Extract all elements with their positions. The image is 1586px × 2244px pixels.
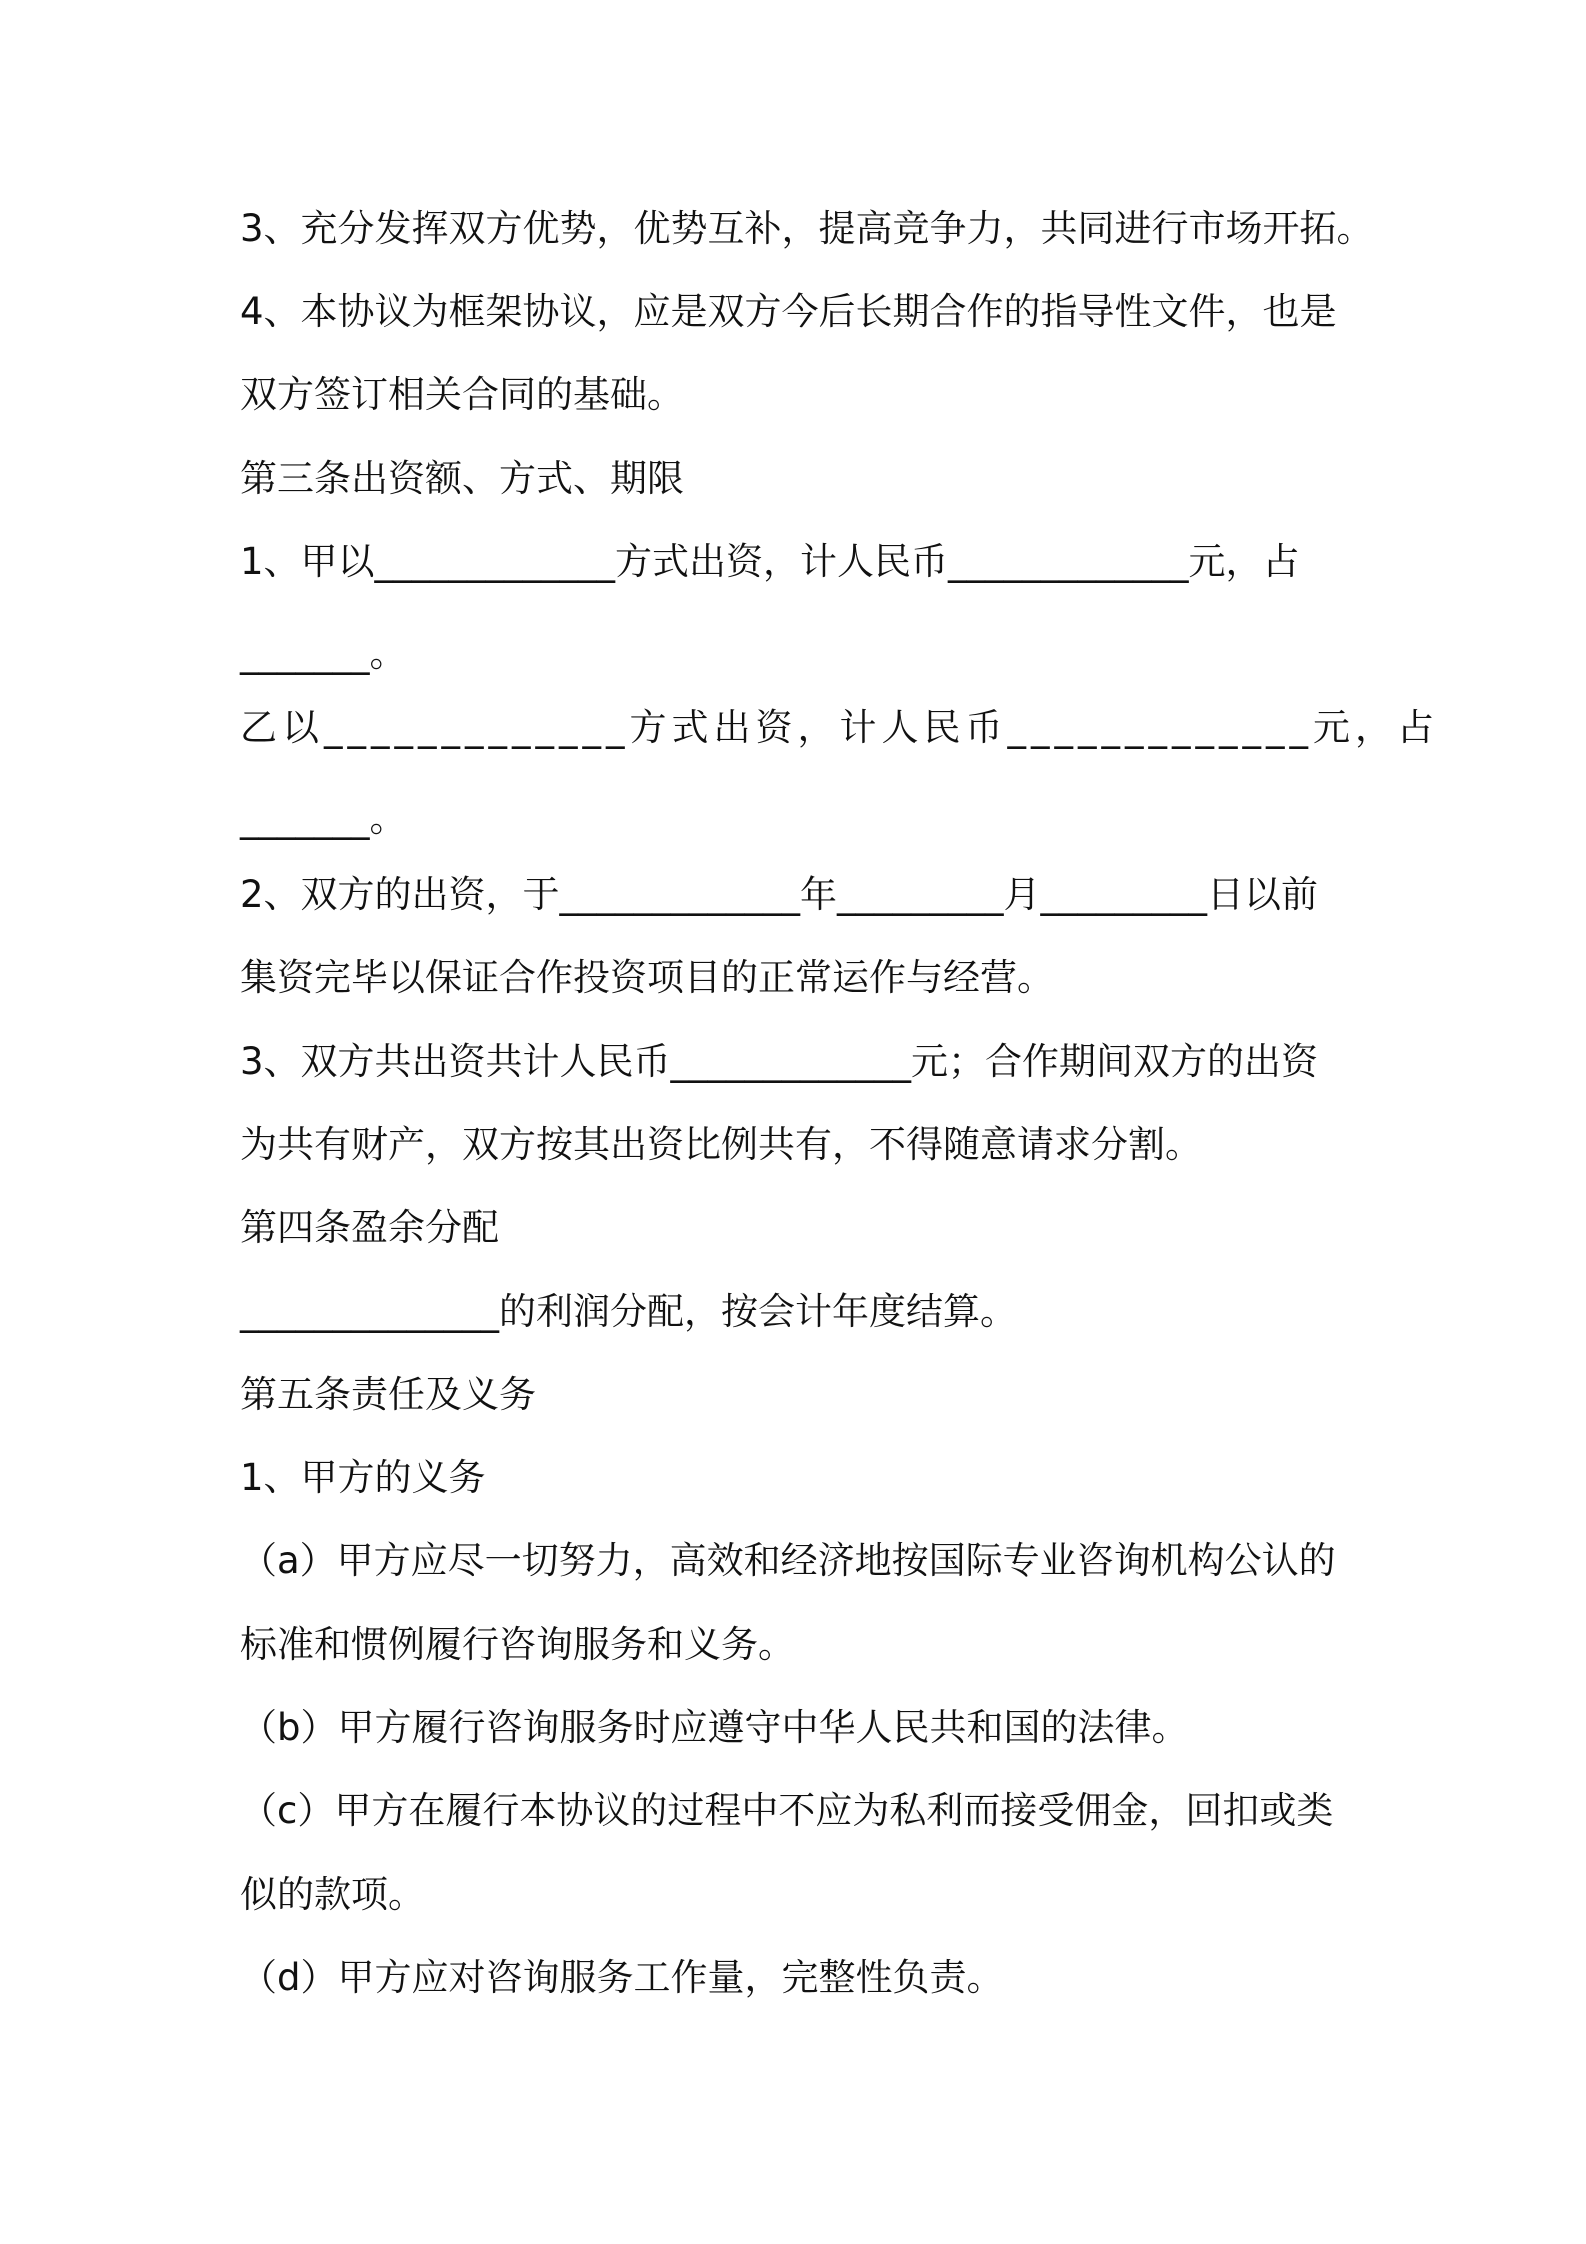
text-line: 标准和惯例履行咨询服务和义务。 bbox=[240, 1623, 795, 1666]
text-line: （d）甲方应对咨询服务工作量，完整性负责。 bbox=[240, 1956, 1004, 1999]
text-line: ______________的利润分配，按会计年度结算。 bbox=[240, 1290, 1017, 1333]
text-line: （a）甲方应尽一切努力，高效和经济地按国际专业咨询机构公认的 bbox=[240, 1539, 1336, 1582]
text-line: （b）甲方履行咨询服务时应遵守中华人民共和国的法律。 bbox=[240, 1706, 1189, 1749]
text-line: 为共有财产，双方按其出资比例共有，不得随意请求分割。 bbox=[240, 1123, 1202, 1166]
section-heading: 第三条出资额、方式、期限 bbox=[240, 457, 684, 500]
text-line: 1、甲方的义务 bbox=[240, 1456, 486, 1499]
text-line: 集资完毕以保证合作投资项目的正常运作与经营。 bbox=[240, 956, 1054, 999]
section-heading: 第五条责任及义务 bbox=[240, 1373, 536, 1416]
text-line: 3、充分发挥双方优势，优势互补，提高竞争力，共同进行市场开拓。 bbox=[240, 207, 1374, 250]
text-line: （c）甲方在履行本协议的过程中不应为私利而接受佣金，回扣或类 bbox=[240, 1789, 1334, 1832]
text-line: 1、甲以_____________方式出资，计人民币_____________元，占 bbox=[240, 540, 1300, 583]
section-heading: 第四条盈余分配 bbox=[240, 1206, 499, 1249]
text-line: 4、本协议为框架协议，应是双方今后长期合作的指导性文件，也是 bbox=[240, 290, 1337, 333]
text-line: 2、双方的出资，于_____________年_________月_________日以前 bbox=[240, 873, 1319, 916]
text-line: _______。 bbox=[240, 632, 407, 675]
text-line: 乙以_____________方式出资，计人民币_____________元，占 bbox=[240, 706, 1439, 749]
text-line: 双方签订相关合同的基础。 bbox=[240, 373, 684, 416]
text-line: _______。 bbox=[240, 797, 407, 840]
text-line: 3、双方共出资共计人民币_____________元；合作期间双方的出资 bbox=[240, 1040, 1319, 1083]
text-line: 似的款项。 bbox=[240, 1873, 425, 1916]
